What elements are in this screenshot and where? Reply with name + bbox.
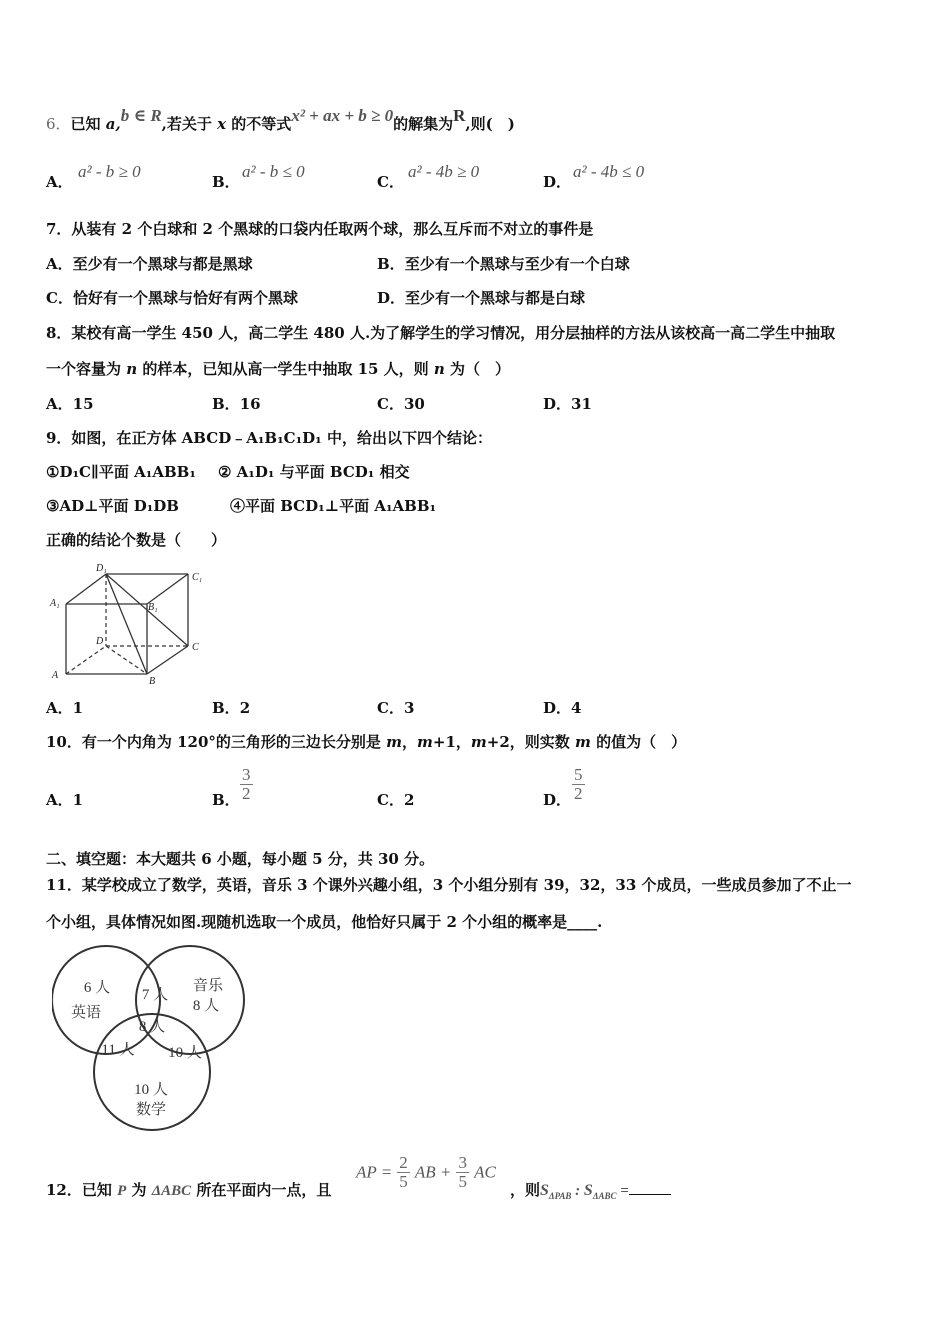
q7-option-b[interactable]: B．至少有一个黑球与至少有一个白球: [377, 255, 630, 273]
q11-stem-line1: 11．某学校成立了数学，英语，音乐 3 个课外兴趣小组，3 个小组分别有 39，32，33 个成员，一些成员参加了不止一: [46, 876, 852, 894]
section-2-heading: 二、填空题：本大题共 6 小题，每小题 5 分，共 30 分。: [46, 850, 435, 868]
q8-option-c[interactable]: C．30: [377, 395, 425, 413]
venn-music-name: 音乐: [192, 978, 224, 994]
cube-label-d: D: [96, 636, 104, 647]
q12-answer-blank[interactable]: [629, 1180, 671, 1195]
q8-option-d[interactable]: D．31: [543, 395, 592, 413]
cube-label-b1: B₁: [148, 602, 158, 613]
q12-fraction-1: $\frac{2}{5}$: [399, 1153, 408, 1191]
q6-option-d[interactable]: D．: [543, 173, 572, 191]
q10-option-b-fraction: $\frac{3}{2}$: [242, 765, 251, 803]
cube-label-a1: A₁: [50, 598, 60, 609]
q10-option-c[interactable]: C．2: [377, 791, 415, 809]
q10-option-b[interactable]: B．: [212, 791, 240, 809]
venn-eng-music: 7 人: [141, 987, 169, 1003]
q9-option-a[interactable]: A．1: [46, 699, 84, 717]
q8-option-a[interactable]: A．15: [46, 395, 94, 413]
q9-conclusion-4: ④平面 BCD₁⊥平面 A₁ABB₁: [230, 497, 437, 515]
cube-figure: [44, 560, 214, 690]
q6-option-b-expr: a² - b ≤ 0: [242, 162, 305, 181]
cube-label-a: A: [52, 670, 59, 681]
q9-conclusion-3: ③AD⊥平面 D₁DB: [46, 497, 179, 515]
venn-eng-math: 11 人: [101, 1042, 135, 1058]
q12-fraction-2: $\frac{3}{5}$: [458, 1153, 467, 1191]
cube-label-b: B: [149, 676, 156, 687]
venn-math-count: 10 人: [134, 1082, 168, 1098]
q6-option-a[interactable]: A．: [46, 173, 73, 191]
q8-stem-line2: 一个容量为 n 的样本，已知从高一学生中抽取 15 人，则 n 为（ ）: [46, 360, 511, 378]
cube-label-c1: C₁: [192, 572, 203, 583]
venn-music-count: 8 人: [192, 998, 220, 1014]
q8-stem-line1: 8．某校有高一学生 450 人，高二学生 480 人.为了解学生的学习情况，用分层抽样的方法从该校高一高二学生中抽取: [46, 324, 836, 342]
q9-option-d[interactable]: D．4: [543, 699, 582, 717]
q7-option-d[interactable]: D．至少有一个黑球与都是白球: [377, 289, 586, 307]
cube-label-d1: D₁: [96, 563, 107, 574]
q12-stem: 12．已知 P 为 ΔABC 所在平面内一点，且: [46, 1181, 332, 1199]
q9-conclusion-1: ①D₁C∥平面 A₁ABB₁: [46, 463, 196, 481]
q6-option-a-expr: a² - b ≥ 0: [78, 162, 141, 181]
venn-english-name: 英语: [70, 1005, 102, 1021]
q10-stem: 10．有一个内角为 120°的三角形的三边长分别是 m，m+1，m+2，则实数 m 的值为（ ）: [46, 733, 687, 751]
q9-ask: 正确的结论个数是（ ）: [46, 531, 227, 549]
q6-stem: 6．已知 a,b ∈ R,若关于 x 的不等式x² + ax + b ≥ 0的解集为R,则( ): [46, 106, 515, 133]
q8-option-b[interactable]: B．16: [212, 395, 261, 413]
venn-math-name: 数学: [135, 1102, 167, 1118]
q6-option-d-expr: a² - 4b ≤ 0: [573, 162, 645, 181]
q7-option-a[interactable]: A．至少有一个黑球与都是黑球: [46, 255, 253, 273]
venn-diagram: [52, 944, 252, 1134]
q12-vector-equation: AP = $\frac{2}{5}$ AB + $\frac{3}{5}$ AC: [356, 1153, 496, 1191]
q6-option-c[interactable]: C．: [377, 173, 404, 191]
q10-option-d[interactable]: D．: [543, 791, 572, 809]
q10-option-a[interactable]: A．1: [46, 791, 84, 809]
cube-label-c: C: [192, 642, 199, 653]
q9-option-c[interactable]: C．3: [377, 699, 415, 717]
q12-ratio: ，则$S_{\Delta PAB}$ : $S_{\Delta ABC}$ =: [510, 1180, 671, 1206]
q9-option-b[interactable]: B．2: [212, 699, 251, 717]
venn-music-math: 10 人: [168, 1045, 202, 1061]
q7-stem: 7．从装有 2 个白球和 2 个黑球的口袋内任取两个球，那么互斥而不对立的事件是: [46, 220, 594, 238]
q6-option-b[interactable]: B．: [212, 173, 240, 191]
q6-option-c-expr: a² - 4b ≥ 0: [408, 162, 480, 181]
venn-english-count: 6 人: [83, 980, 111, 996]
q9-stem: 9．如图，在正方体 ABCD﹣A₁B₁C₁D₁ 中，给出以下四个结论：: [46, 429, 492, 447]
q11-stem-line2: 个小组，具体情况如图.现随机选取一个成员，他恰好只属于 2 个小组的概率是____.: [46, 913, 603, 931]
venn-all-three: 8 人: [138, 1019, 166, 1035]
q9-conclusion-2: ② A₁D₁ 与平面 BCD₁ 相交: [218, 463, 410, 481]
q7-option-c[interactable]: C．恰好有一个黑球与恰好有两个黑球: [46, 289, 298, 307]
q10-option-d-fraction: $\frac{5}{2}$: [574, 765, 583, 803]
